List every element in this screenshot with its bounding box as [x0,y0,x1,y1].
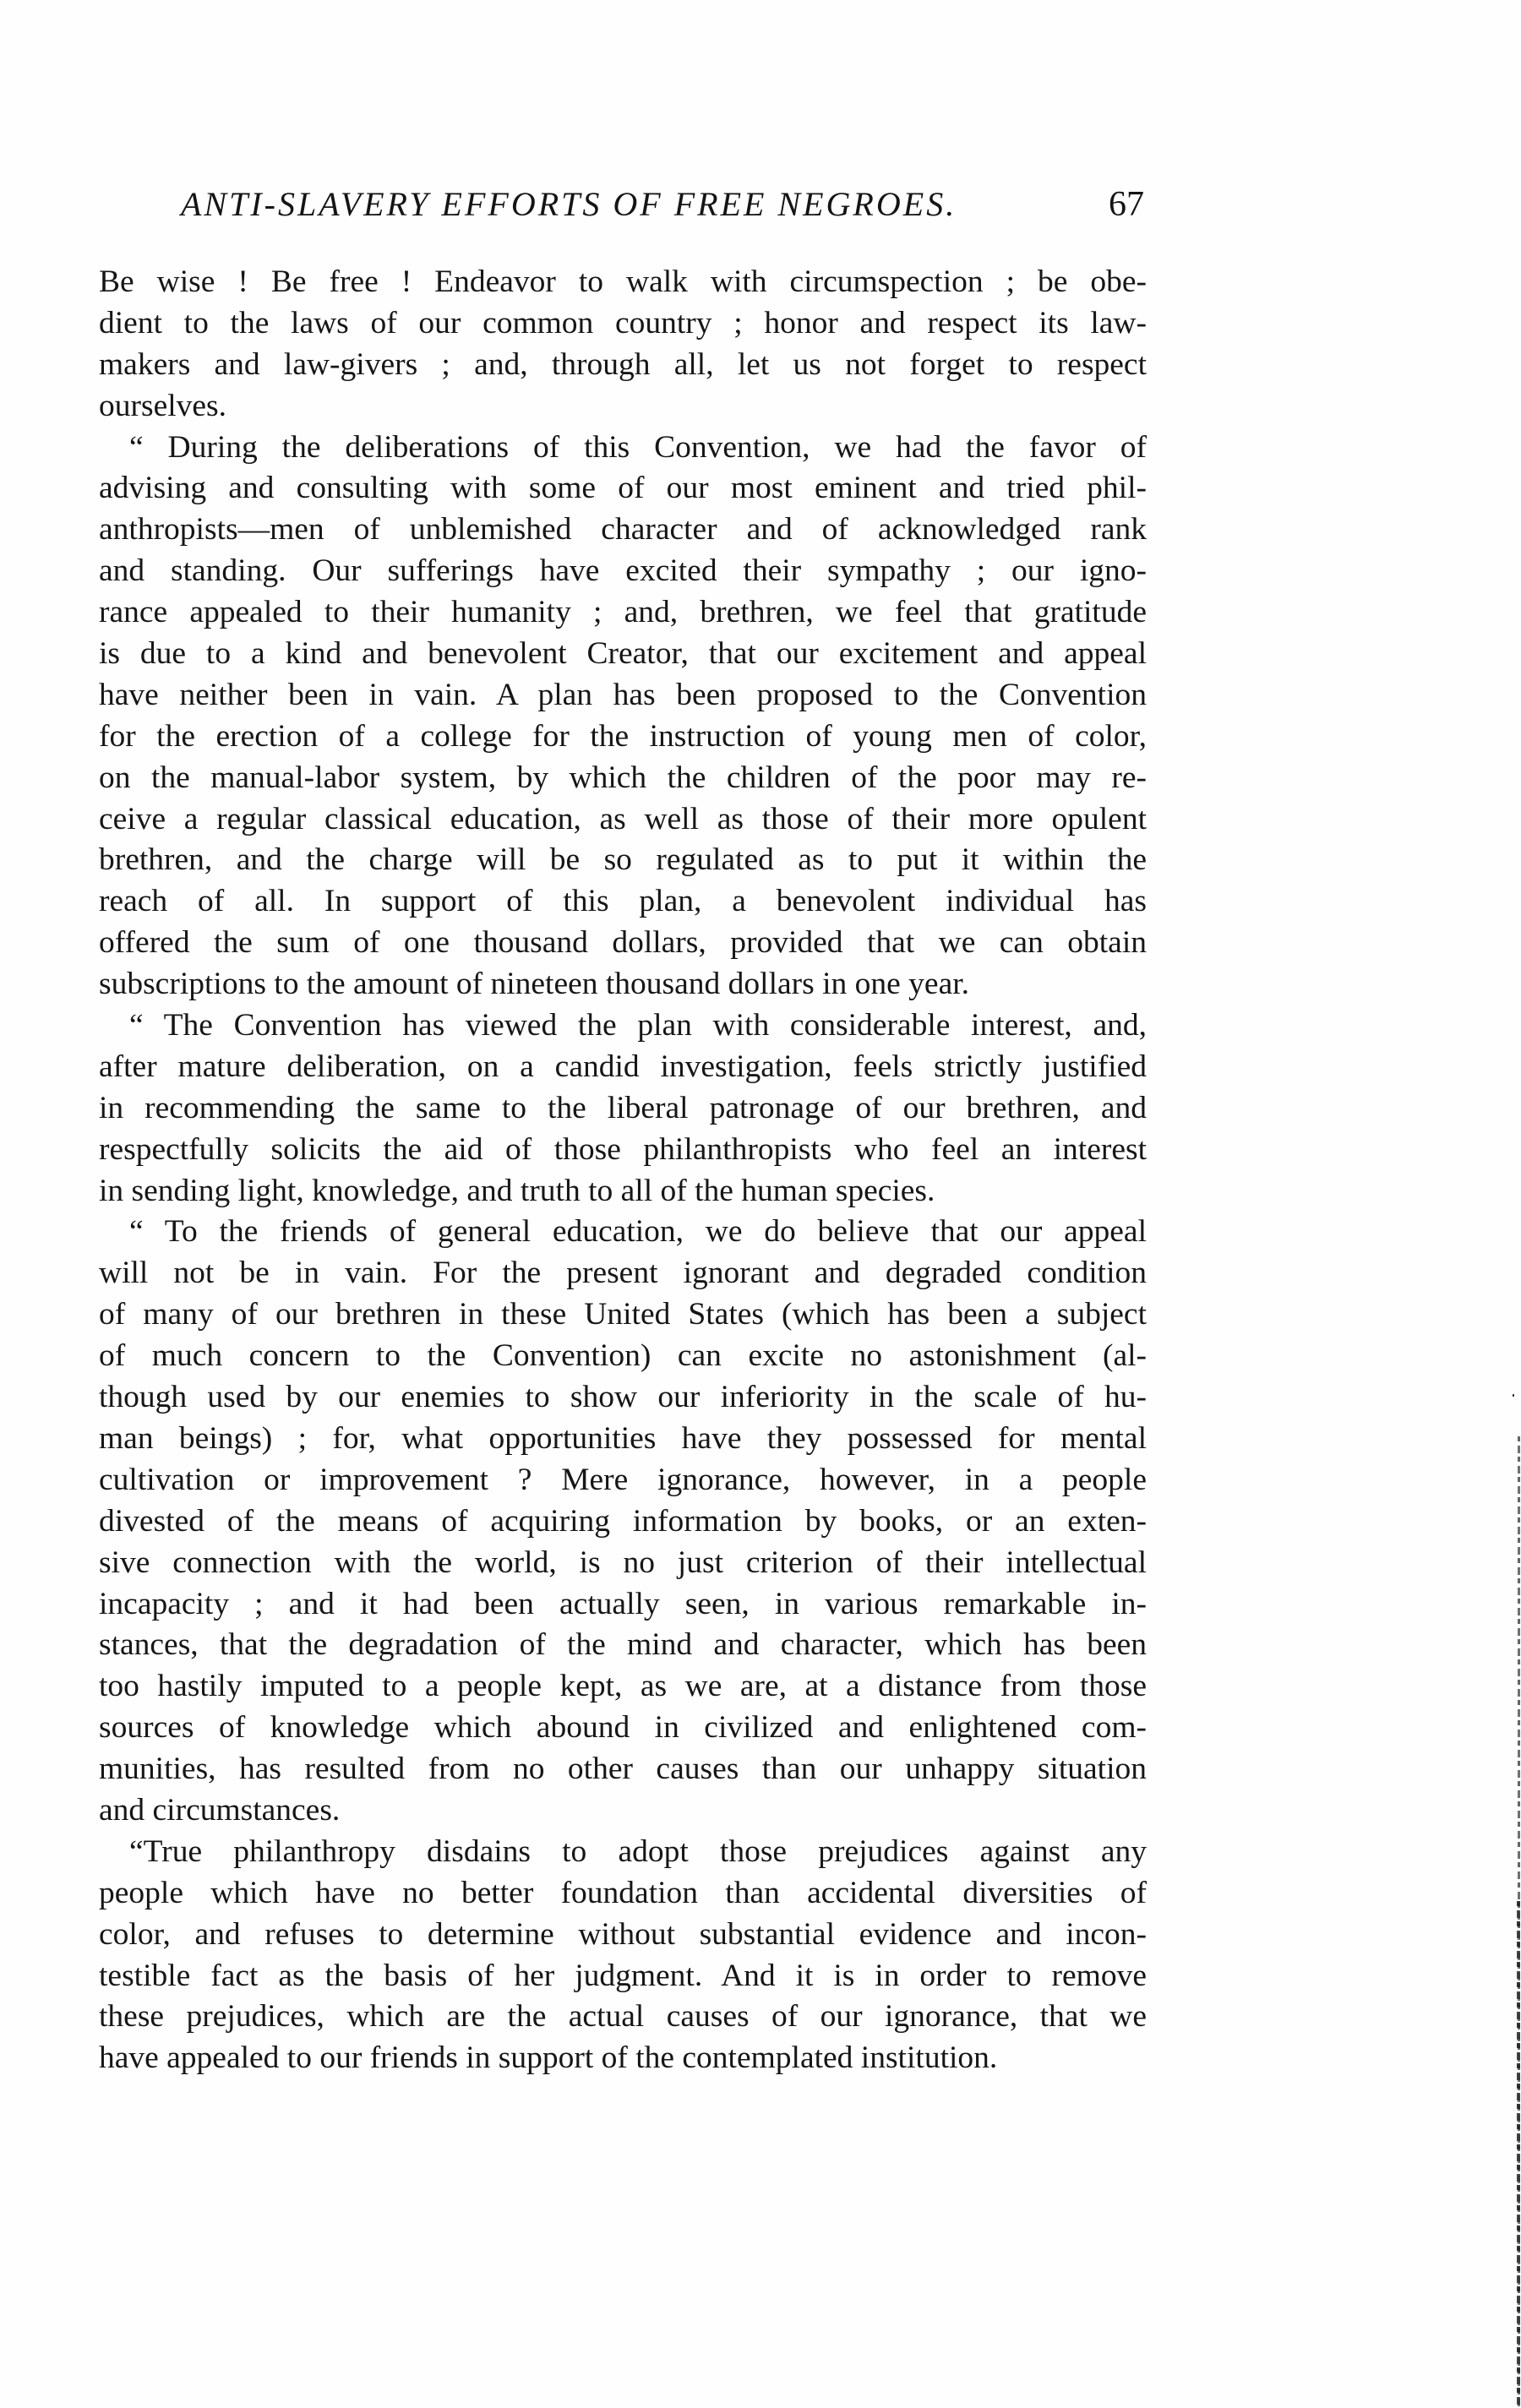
text-line: “True philanthropy disdains to adopt those prejudices against any [129,1833,1147,1869]
paragraph [99,1005,1147,1212]
text-line: of much concern to the Convention) can excite no astonishment (al- [99,1338,1147,1374]
text-line: sive connection with the world, is no just criterion of their intellectual [99,1544,1147,1580]
text-line: have neither been in vain. A plan has been proposed to the Convention [99,677,1147,712]
text-line: in sending light, knowledge, and truth to all of the human species. [99,1173,935,1208]
text-line: Be wise ! Be free ! Endeavor to walk with circumspection ; be obe- [99,264,1147,299]
text-line: man beings) ; for, what opportunities have they possessed for mental [99,1420,1147,1456]
text-line: in recommending the same to the liberal patronage of our brethren, and [99,1090,1147,1125]
text-line: sources of knowledge which abound in civilized and enlightened com- [99,1710,1147,1746]
page-number: 67 [1109,185,1144,224]
text-line: is due to a kind and benevolent Creator, that our excitement and appeal [99,636,1147,672]
text-line: though used by our enemies to show our inferiority in the scale of hu- [99,1380,1147,1415]
text-line: “ To the friends of general education, we do believe that our appeal [129,1214,1147,1250]
paragraph [99,1832,1147,2079]
scan-edge-artifact [1517,1901,1520,2408]
text-line: and standing. Our sufferings have excited their sympathy ; our igno- [99,553,1147,589]
text-line: divested of the means of acquiring information by books, or an exten- [99,1503,1147,1539]
text-line: respectfully solicits the aid of those philanthropists who feel an interest [99,1131,1147,1167]
text-line: anthropists—men of unblemished character and of acknowledged rank [99,512,1147,548]
text-line: testible fact as the basis of her judgment. And it is in order to remove [99,1958,1147,1993]
text-line: color, and refuses to determine without substantial evidence and incon- [99,1916,1147,1952]
text-line: reach of all. In support of this plan, a benevolent individual has [99,884,1147,919]
text-line: will not be in vain. For the present ignorant and degraded condition [99,1256,1147,1291]
paragraph [99,428,1147,1005]
text-line: too hastily imputed to a people kept, as we are, at a distance from those [99,1669,1147,1704]
text-line: these prejudices, which are the actual causes of our ignorance, that we [99,1999,1147,2035]
text-line: makers and law-givers ; and, through all, let us not forget to respect [99,346,1147,382]
body-text [99,262,1147,2079]
text-line: rance appealed to their humanity ; and, brethren, we feel that gratitude [99,595,1147,630]
text-line: ceive a regular classical education, as well as those of their more opulent [99,801,1147,836]
text-line: after mature deliberation, on a candid investigation, feels strictly justified [99,1049,1147,1084]
text-line: cultivation or improvement ? Mere ignorance, however, in a people [99,1462,1147,1497]
text-line: “ During the deliberations of this Convention, we had the favor of [129,429,1147,465]
text-line: for the erection of a college for the instruction of young men of color, [99,718,1147,754]
text-line: incapacity ; and it had been actually seen, in various remarkable in- [99,1586,1147,1621]
text-line: of many of our brethren in these United States (which has been a subject [99,1297,1147,1332]
paragraph [99,1212,1147,1831]
text-line: “ The Convention has viewed the plan with considerable interest, and, [129,1008,1147,1043]
text-line: and circumstances. [99,1792,341,1828]
text-line: have appealed to our friends in support of the contemplated institution. [99,2040,998,2076]
running-title: ANTI-SLAVERY EFFORTS OF FREE NEGROES. [181,185,957,223]
text-line: advising and consulting with some of our most eminent and tried phil- [99,471,1147,506]
running-head [181,184,1144,232]
text-line: people which have no better foundation than accidental diversities of [99,1875,1147,1910]
text-line: ourselves. [99,388,227,423]
text-line: subscriptions to the amount of nineteen thousand dollars in one year. [99,967,970,1002]
scan-speck [1513,1394,1514,1397]
paragraph [99,262,1147,428]
text-line: offered the sum of one thousand dollars, provided that we can obtain [99,925,1147,961]
text-line: munities, has resulted from no other causes than our unhappy situation [99,1752,1147,1787]
text-line: dient to the laws of our common country ; honor and respect its law- [99,305,1147,340]
text-line: stances, that the degradation of the mind and character, which has been [99,1627,1147,1663]
text-line: on the manual-labor system, by which the children of the poor may re- [99,760,1147,795]
text-line: brethren, and the charge will be so regulated as to put it within the [99,842,1147,878]
